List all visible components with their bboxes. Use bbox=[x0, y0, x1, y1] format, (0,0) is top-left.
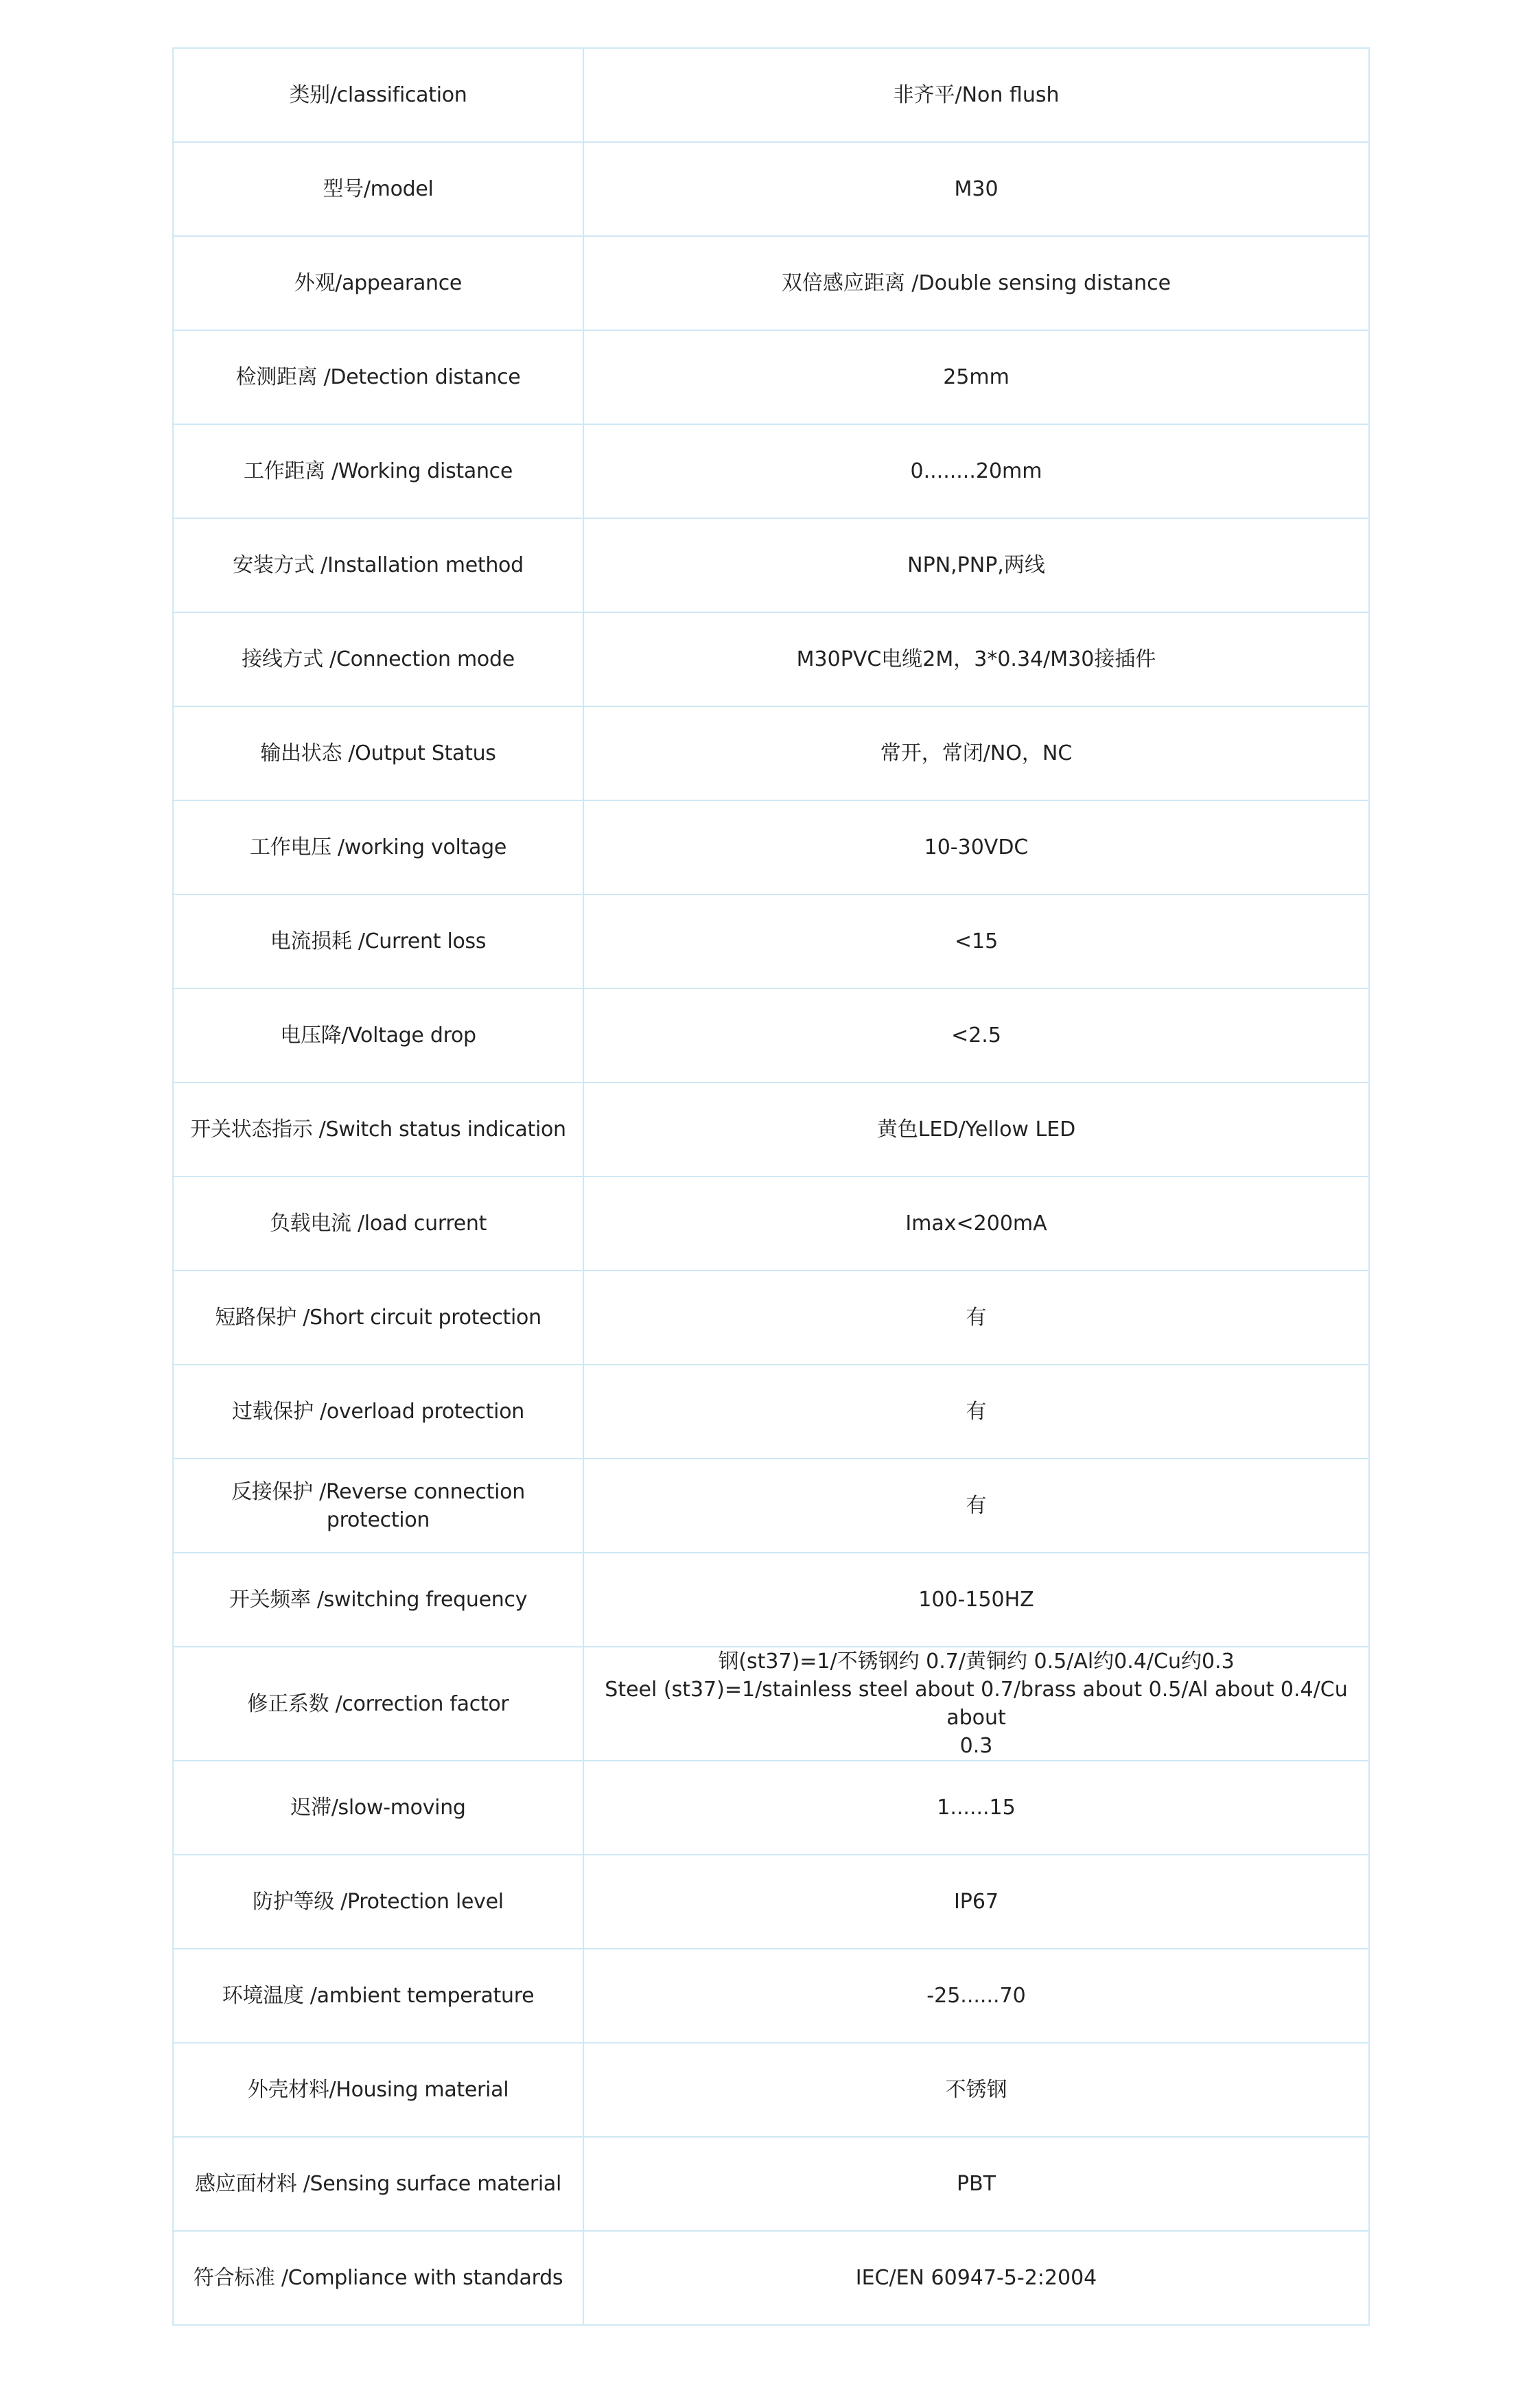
spec-value-line: IEC/EN 60947-5-2:2004 bbox=[855, 2266, 1097, 2290]
spec-value-cell bbox=[583, 1553, 1369, 1647]
table-row bbox=[173, 330, 1369, 424]
spec-label-cell: 感应面材料 /Sensing surface material bbox=[173, 2137, 583, 2231]
specification-table bbox=[172, 47, 1370, 2326]
table-row bbox=[173, 1949, 1369, 2043]
spec-label-cell: 安装方式 /Installation method bbox=[173, 518, 583, 612]
spec-value-line: 常开，常闭/NO，NC bbox=[880, 741, 1073, 765]
table-row bbox=[173, 1647, 1369, 1761]
table-row bbox=[173, 1083, 1369, 1177]
spec-label-cell: 外观/appearance bbox=[173, 236, 583, 330]
spec-value-line: 黄色LED/Yellow LED bbox=[876, 1118, 1076, 1142]
table-row bbox=[173, 612, 1369, 706]
spec-value-line: 不锈钢 bbox=[945, 2078, 1007, 2102]
spec-value-cell bbox=[583, 894, 1369, 988]
spec-value-cell bbox=[583, 988, 1369, 1083]
spec-label-cell: 类别/classification bbox=[173, 48, 583, 142]
spec-label-cell: 工作距离 /Working distance bbox=[173, 424, 583, 518]
table-row bbox=[173, 142, 1369, 236]
spec-value-cell bbox=[583, 1855, 1369, 1949]
spec-value-cell bbox=[583, 706, 1369, 800]
spec-value-line: 双倍感应距离 /Double sensing distance bbox=[781, 271, 1171, 295]
spec-value-cell bbox=[583, 330, 1369, 424]
table-row bbox=[173, 2043, 1369, 2137]
spec-value-cell bbox=[583, 48, 1369, 142]
spec-label-cell: 开关频率 /switching frequency bbox=[173, 1553, 583, 1647]
table-row bbox=[173, 1553, 1369, 1647]
spec-value-cell bbox=[583, 1647, 1369, 1761]
spec-value-cell bbox=[583, 2043, 1369, 2137]
spec-label-cell: 检测距离 /Detection distance bbox=[173, 330, 583, 424]
spec-value-line: 0........20mm bbox=[910, 459, 1042, 483]
spec-value-line: 0.3 bbox=[959, 1734, 993, 1758]
spec-label-cell: 输出状态 /Output Status bbox=[173, 706, 583, 800]
spec-label-cell: 负载电流 /load current bbox=[173, 1177, 583, 1271]
spec-label-cell: 接线方式 /Connection mode bbox=[173, 612, 583, 706]
spec-value-line: 25mm bbox=[943, 365, 1010, 389]
spec-value-line: 1......15 bbox=[937, 1796, 1016, 1820]
table-row bbox=[173, 988, 1369, 1083]
spec-label-cell: 环境温度 /ambient temperature bbox=[173, 1949, 583, 2043]
table-row bbox=[173, 48, 1369, 142]
spec-value-line: 有 bbox=[966, 1494, 987, 1518]
spec-label-cell: 过载保护 /overload protection bbox=[173, 1365, 583, 1459]
spec-value-cell bbox=[583, 612, 1369, 706]
spec-value-line: NPN,PNP,两线 bbox=[907, 553, 1045, 577]
spec-value-cell bbox=[583, 236, 1369, 330]
spec-value-line: -25......70 bbox=[926, 1984, 1026, 2008]
spec-value-line: 有 bbox=[966, 1400, 987, 1424]
spec-label-cell: 反接保护 /Reverse connection protection bbox=[173, 1459, 583, 1553]
spec-value-cell bbox=[583, 2231, 1369, 2325]
spec-value-cell bbox=[583, 1761, 1369, 1855]
table-row bbox=[173, 1855, 1369, 1949]
table-row bbox=[173, 800, 1369, 894]
spec-label-cell: 电流损耗 /Current loss bbox=[173, 894, 583, 988]
spec-value-cell bbox=[583, 1365, 1369, 1459]
spec-value-cell bbox=[583, 1949, 1369, 2043]
spec-value-line: 100-150HZ bbox=[918, 1588, 1034, 1612]
spec-label-cell: 工作电压 /working voltage bbox=[173, 800, 583, 894]
table-row bbox=[173, 518, 1369, 612]
spec-label-cell: 修正系数 /correction factor bbox=[173, 1647, 583, 1761]
table-row bbox=[173, 706, 1369, 800]
table-row bbox=[173, 1365, 1369, 1459]
spec-value-cell bbox=[583, 800, 1369, 894]
spec-value-line: 10-30VDC bbox=[924, 835, 1029, 859]
spec-value-line: PBT bbox=[957, 2172, 996, 2196]
spec-label-cell: 迟滞/slow-moving bbox=[173, 1761, 583, 1855]
spec-label-cell: 开关状态指示 /Switch status indication bbox=[173, 1083, 583, 1177]
spec-value-cell bbox=[583, 2137, 1369, 2231]
spec-value-line: <15 bbox=[954, 929, 999, 953]
spec-value-line: 钢(st37)=1/不锈钢约 0.7/黄铜约 0.5/Al约0.4/Cu约0.3 bbox=[718, 1649, 1235, 1674]
spec-value-cell bbox=[583, 1459, 1369, 1553]
table-row bbox=[173, 1271, 1369, 1365]
spec-value-cell bbox=[583, 1177, 1369, 1271]
spec-value-line: M30 bbox=[954, 177, 999, 201]
spec-label-cell: 防护等级 /Protection level bbox=[173, 1855, 583, 1949]
table-row bbox=[173, 1177, 1369, 1271]
spec-label-cell: 电压降/Voltage drop bbox=[173, 988, 583, 1083]
spec-value-line: IP67 bbox=[953, 1890, 999, 1914]
spec-value-line: 有 bbox=[966, 1306, 987, 1330]
table-row bbox=[173, 1459, 1369, 1553]
spec-label-cell: 外壳材料/Housing material bbox=[173, 2043, 583, 2137]
spec-value-cell bbox=[583, 1271, 1369, 1365]
spec-value-line: <2.5 bbox=[951, 1023, 1001, 1047]
table-row bbox=[173, 2137, 1369, 2231]
spec-label-cell: 符合标准 /Compliance with standards bbox=[173, 2231, 583, 2325]
table-row bbox=[173, 894, 1369, 988]
spec-value-line: 非齐平/Non flush bbox=[893, 83, 1060, 107]
specification-table-body bbox=[173, 48, 1369, 2325]
spec-value-line: M30PVC电缆2M，3*0.34/M30接插件 bbox=[796, 647, 1156, 671]
spec-value-cell bbox=[583, 518, 1369, 612]
spec-value-cell bbox=[583, 424, 1369, 518]
spec-value-cell bbox=[583, 142, 1369, 236]
spec-value-cell bbox=[583, 1083, 1369, 1177]
table-row bbox=[173, 1761, 1369, 1855]
spec-value-line: Steel (st37)=1/stainless steel about 0.7/brass about 0.5/Al about 0.4/Cu about bbox=[605, 1678, 1348, 1730]
table-row bbox=[173, 236, 1369, 330]
spec-label-cell: 型号/model bbox=[173, 142, 583, 236]
table-row bbox=[173, 424, 1369, 518]
spec-label-cell: 短路保护 /Short circuit protection bbox=[173, 1271, 583, 1365]
table-row bbox=[173, 2231, 1369, 2325]
spec-value-line: Imax<200mA bbox=[905, 1212, 1047, 1236]
